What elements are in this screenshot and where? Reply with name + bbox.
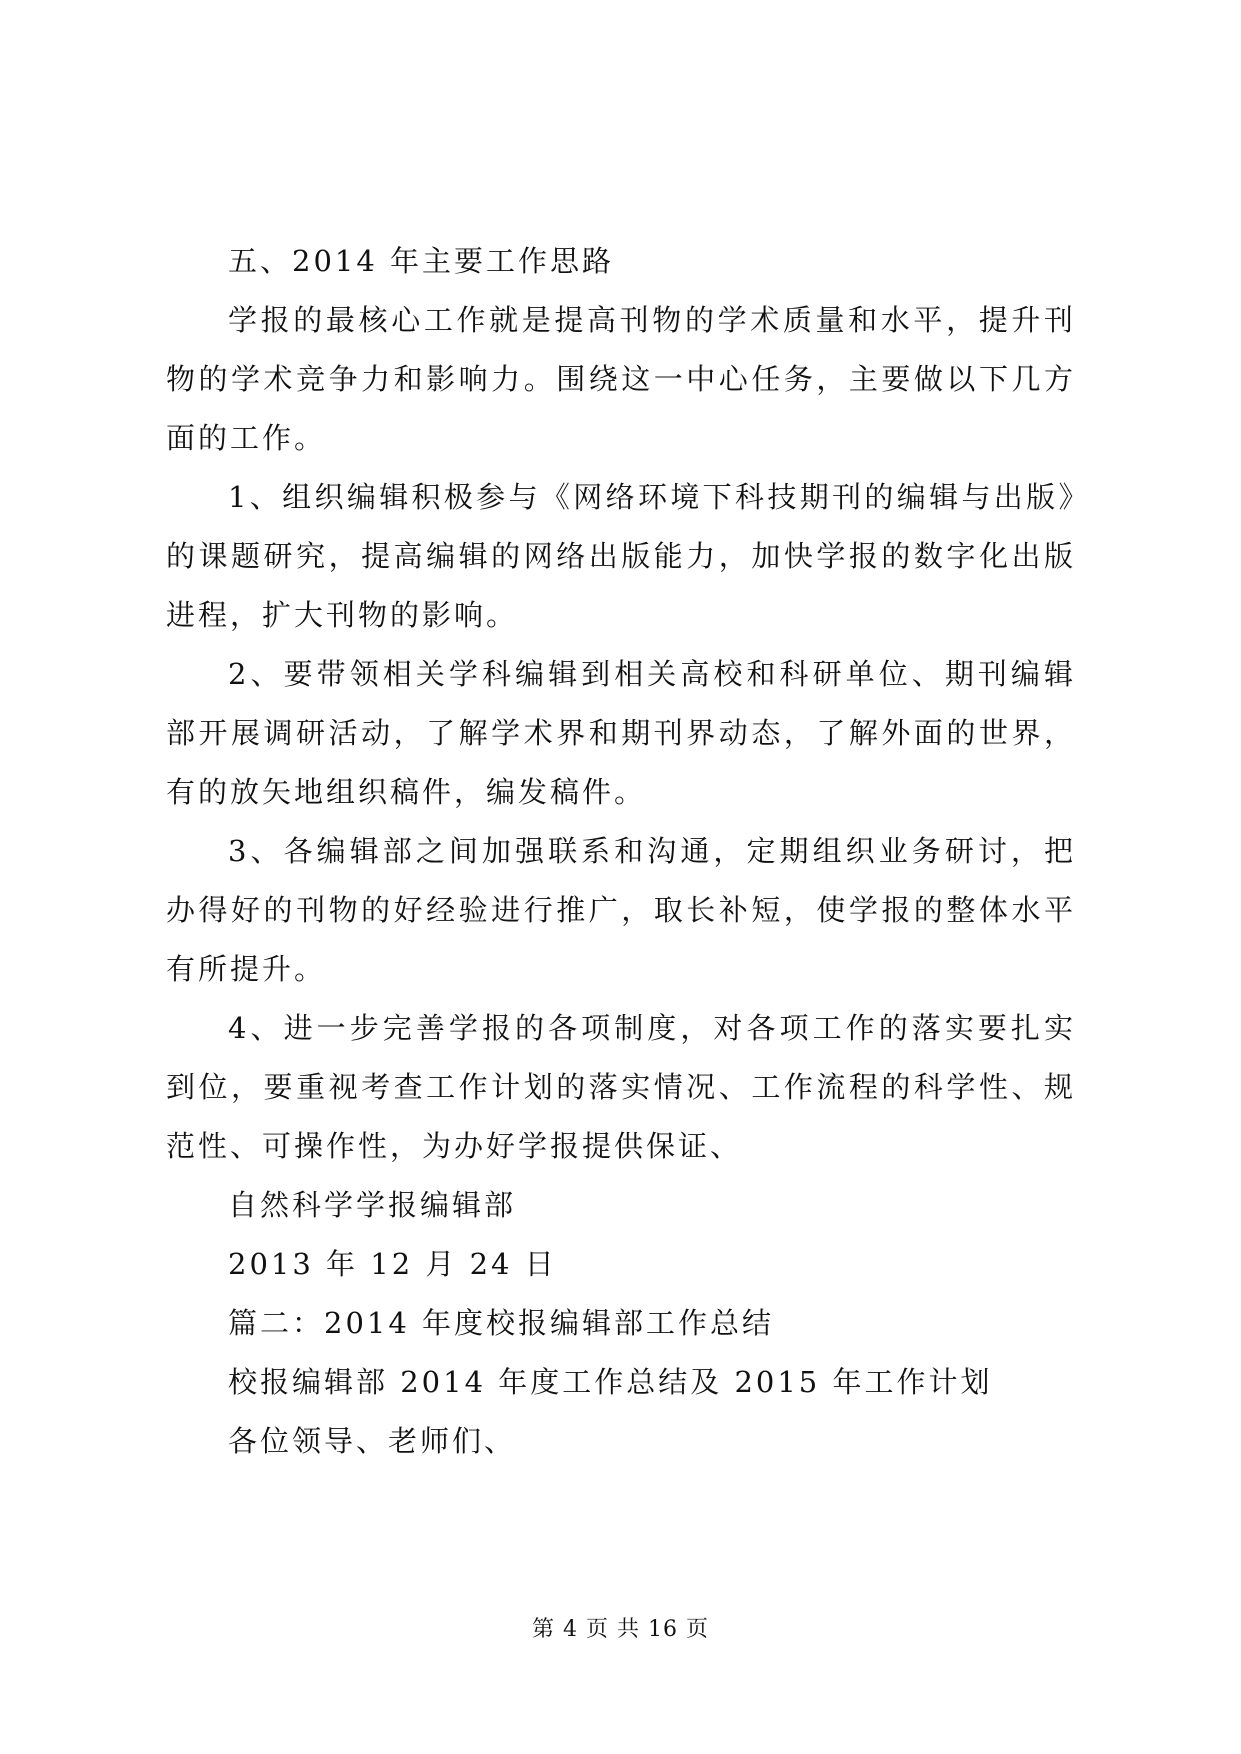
subtitle: 校报编辑部 2014 年度工作总结及 2015 年工作计划 bbox=[228, 1365, 993, 1399]
paragraph-intro: 学报的最核心工作就是提高刊物的学术质量和水平，提升刊物的学术竞争力和影响力。围绕这一中心任务，主要做以下几方面的工作。 bbox=[166, 303, 1076, 455]
document-body bbox=[166, 232, 1076, 1471]
page-number-footer: 第 4 页 共 16 页 bbox=[532, 1617, 709, 1642]
date-line: 2013 年 12 月 24 日 bbox=[228, 1247, 557, 1281]
section-heading: 五、2014 年主要工作思路 bbox=[228, 244, 615, 278]
paragraph-item-4: 4、进一步完善学报的各项制度，对各项工作的落实要扎实到位，要重视考查工作计划的落实情况、工作流程的科学性、规范性、可操作性，为办好学报提供保证、 bbox=[166, 1011, 1076, 1163]
paragraph-item-2: 2、要带领相关学科编辑到相关高校和科研单位、期刊编辑部开展调研活动，了解学术界和期刊界动态，了解外面的世界，有的放矢地组织稿件，编发稿件。 bbox=[166, 657, 1076, 809]
paragraph-item-1: 1、组织编辑积极参与《网络环境下科技期刊的编辑与出版》的课题研究，提高编辑的网络出版能力，加快学报的数字化出版进程，扩大刊物的影响。 bbox=[166, 480, 1076, 632]
section-title: 篇二：2014 年度校报编辑部工作总结 bbox=[228, 1306, 775, 1340]
signature: 自然科学学报编辑部 bbox=[228, 1188, 517, 1222]
paragraph-item-3: 3、各编辑部之间加强联系和沟通，定期组织业务研讨，把办得好的刊物的好经验进行推广，取长补短，使学报的整体水平有所提升。 bbox=[166, 834, 1076, 986]
salutation: 各位领导、老师们、 bbox=[228, 1424, 517, 1458]
